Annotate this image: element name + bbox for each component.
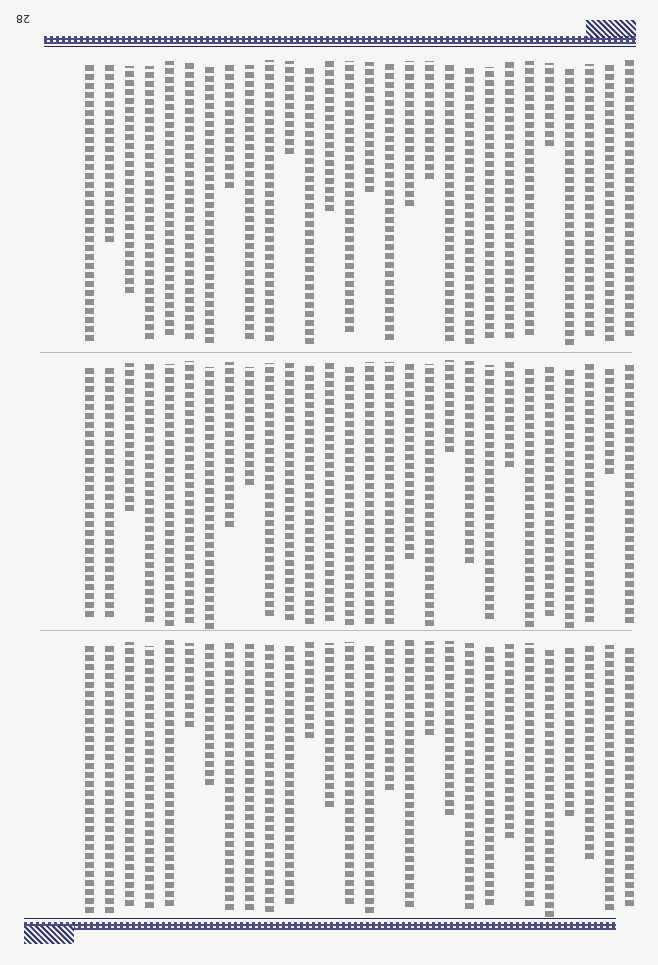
text-column — [625, 647, 634, 906]
text-column — [245, 65, 254, 339]
text-column — [325, 61, 334, 211]
bottom-border-rule — [24, 918, 616, 919]
text-column — [285, 644, 294, 904]
text-column — [145, 66, 154, 339]
text-column — [425, 641, 434, 735]
text-column — [85, 645, 94, 913]
text-column — [525, 366, 534, 627]
text-column — [305, 66, 314, 344]
text-column — [245, 644, 254, 910]
text-column — [545, 63, 554, 146]
text-column — [485, 67, 494, 338]
text-column — [385, 640, 394, 790]
text-column — [185, 643, 194, 727]
text-column — [365, 645, 374, 913]
text-column — [405, 640, 414, 907]
text-column — [165, 640, 174, 906]
text-column — [225, 640, 234, 910]
text-column — [205, 644, 214, 785]
text-column — [205, 367, 214, 629]
text-column — [505, 360, 514, 467]
text-column — [505, 61, 514, 338]
text-tier-top — [48, 60, 634, 342]
text-column — [525, 643, 534, 906]
text-column — [225, 362, 234, 527]
text-column — [165, 61, 174, 335]
text-column — [465, 643, 474, 909]
bottom-corner-ornament — [24, 926, 74, 944]
text-column — [185, 62, 194, 339]
text-column — [365, 62, 374, 192]
text-column — [545, 364, 554, 616]
bottom-border-band — [24, 922, 616, 930]
text-column — [85, 62, 94, 341]
text-column — [565, 367, 574, 628]
text-column — [265, 363, 274, 616]
text-column — [465, 67, 474, 344]
text-column — [125, 363, 134, 511]
text-column — [185, 361, 194, 623]
tier-divider-1 — [40, 352, 632, 353]
text-column — [105, 365, 114, 617]
text-column — [605, 645, 614, 910]
text-column — [145, 364, 154, 622]
text-column — [465, 361, 474, 563]
text-column — [565, 646, 574, 816]
top-border-band — [44, 36, 636, 44]
text-column — [105, 64, 114, 242]
text-column — [105, 645, 114, 913]
text-column — [605, 367, 614, 474]
text-column — [85, 365, 94, 617]
text-column — [485, 365, 494, 619]
text-column — [605, 64, 614, 341]
text-column — [265, 60, 274, 341]
text-column — [405, 361, 414, 559]
text-column — [485, 645, 494, 905]
text-column — [385, 61, 394, 340]
text-column — [385, 362, 394, 624]
text-tier-bottom — [48, 640, 634, 910]
text-tier-middle — [48, 360, 634, 622]
text-column — [545, 647, 554, 917]
text-column — [285, 61, 294, 154]
text-column — [225, 63, 234, 188]
text-column — [585, 364, 594, 622]
text-column — [445, 360, 454, 452]
text-column — [305, 642, 314, 738]
text-column — [565, 66, 574, 345]
text-column — [445, 64, 454, 341]
text-column — [325, 643, 334, 807]
text-column — [125, 66, 134, 293]
text-column — [205, 66, 214, 343]
text-column — [345, 642, 354, 904]
text-column — [345, 366, 354, 625]
text-column — [585, 644, 594, 859]
text-column — [625, 365, 634, 623]
top-border-rule — [44, 46, 636, 47]
text-column — [505, 644, 514, 838]
text-column — [145, 646, 154, 908]
page-number: 28 — [16, 12, 30, 25]
text-column — [625, 60, 634, 336]
text-column — [285, 363, 294, 620]
text-column — [165, 364, 174, 626]
text-column — [445, 641, 454, 815]
text-column — [525, 61, 534, 335]
text-column — [265, 643, 274, 912]
text-column — [585, 64, 594, 336]
text-column — [425, 61, 434, 179]
text-column — [425, 364, 434, 626]
text-column — [125, 642, 134, 906]
text-column — [365, 362, 374, 624]
text-column — [325, 360, 334, 621]
text-column — [345, 61, 354, 332]
tier-divider-2 — [40, 630, 632, 631]
text-column — [405, 61, 414, 206]
text-column — [305, 363, 314, 624]
text-column — [245, 367, 254, 485]
